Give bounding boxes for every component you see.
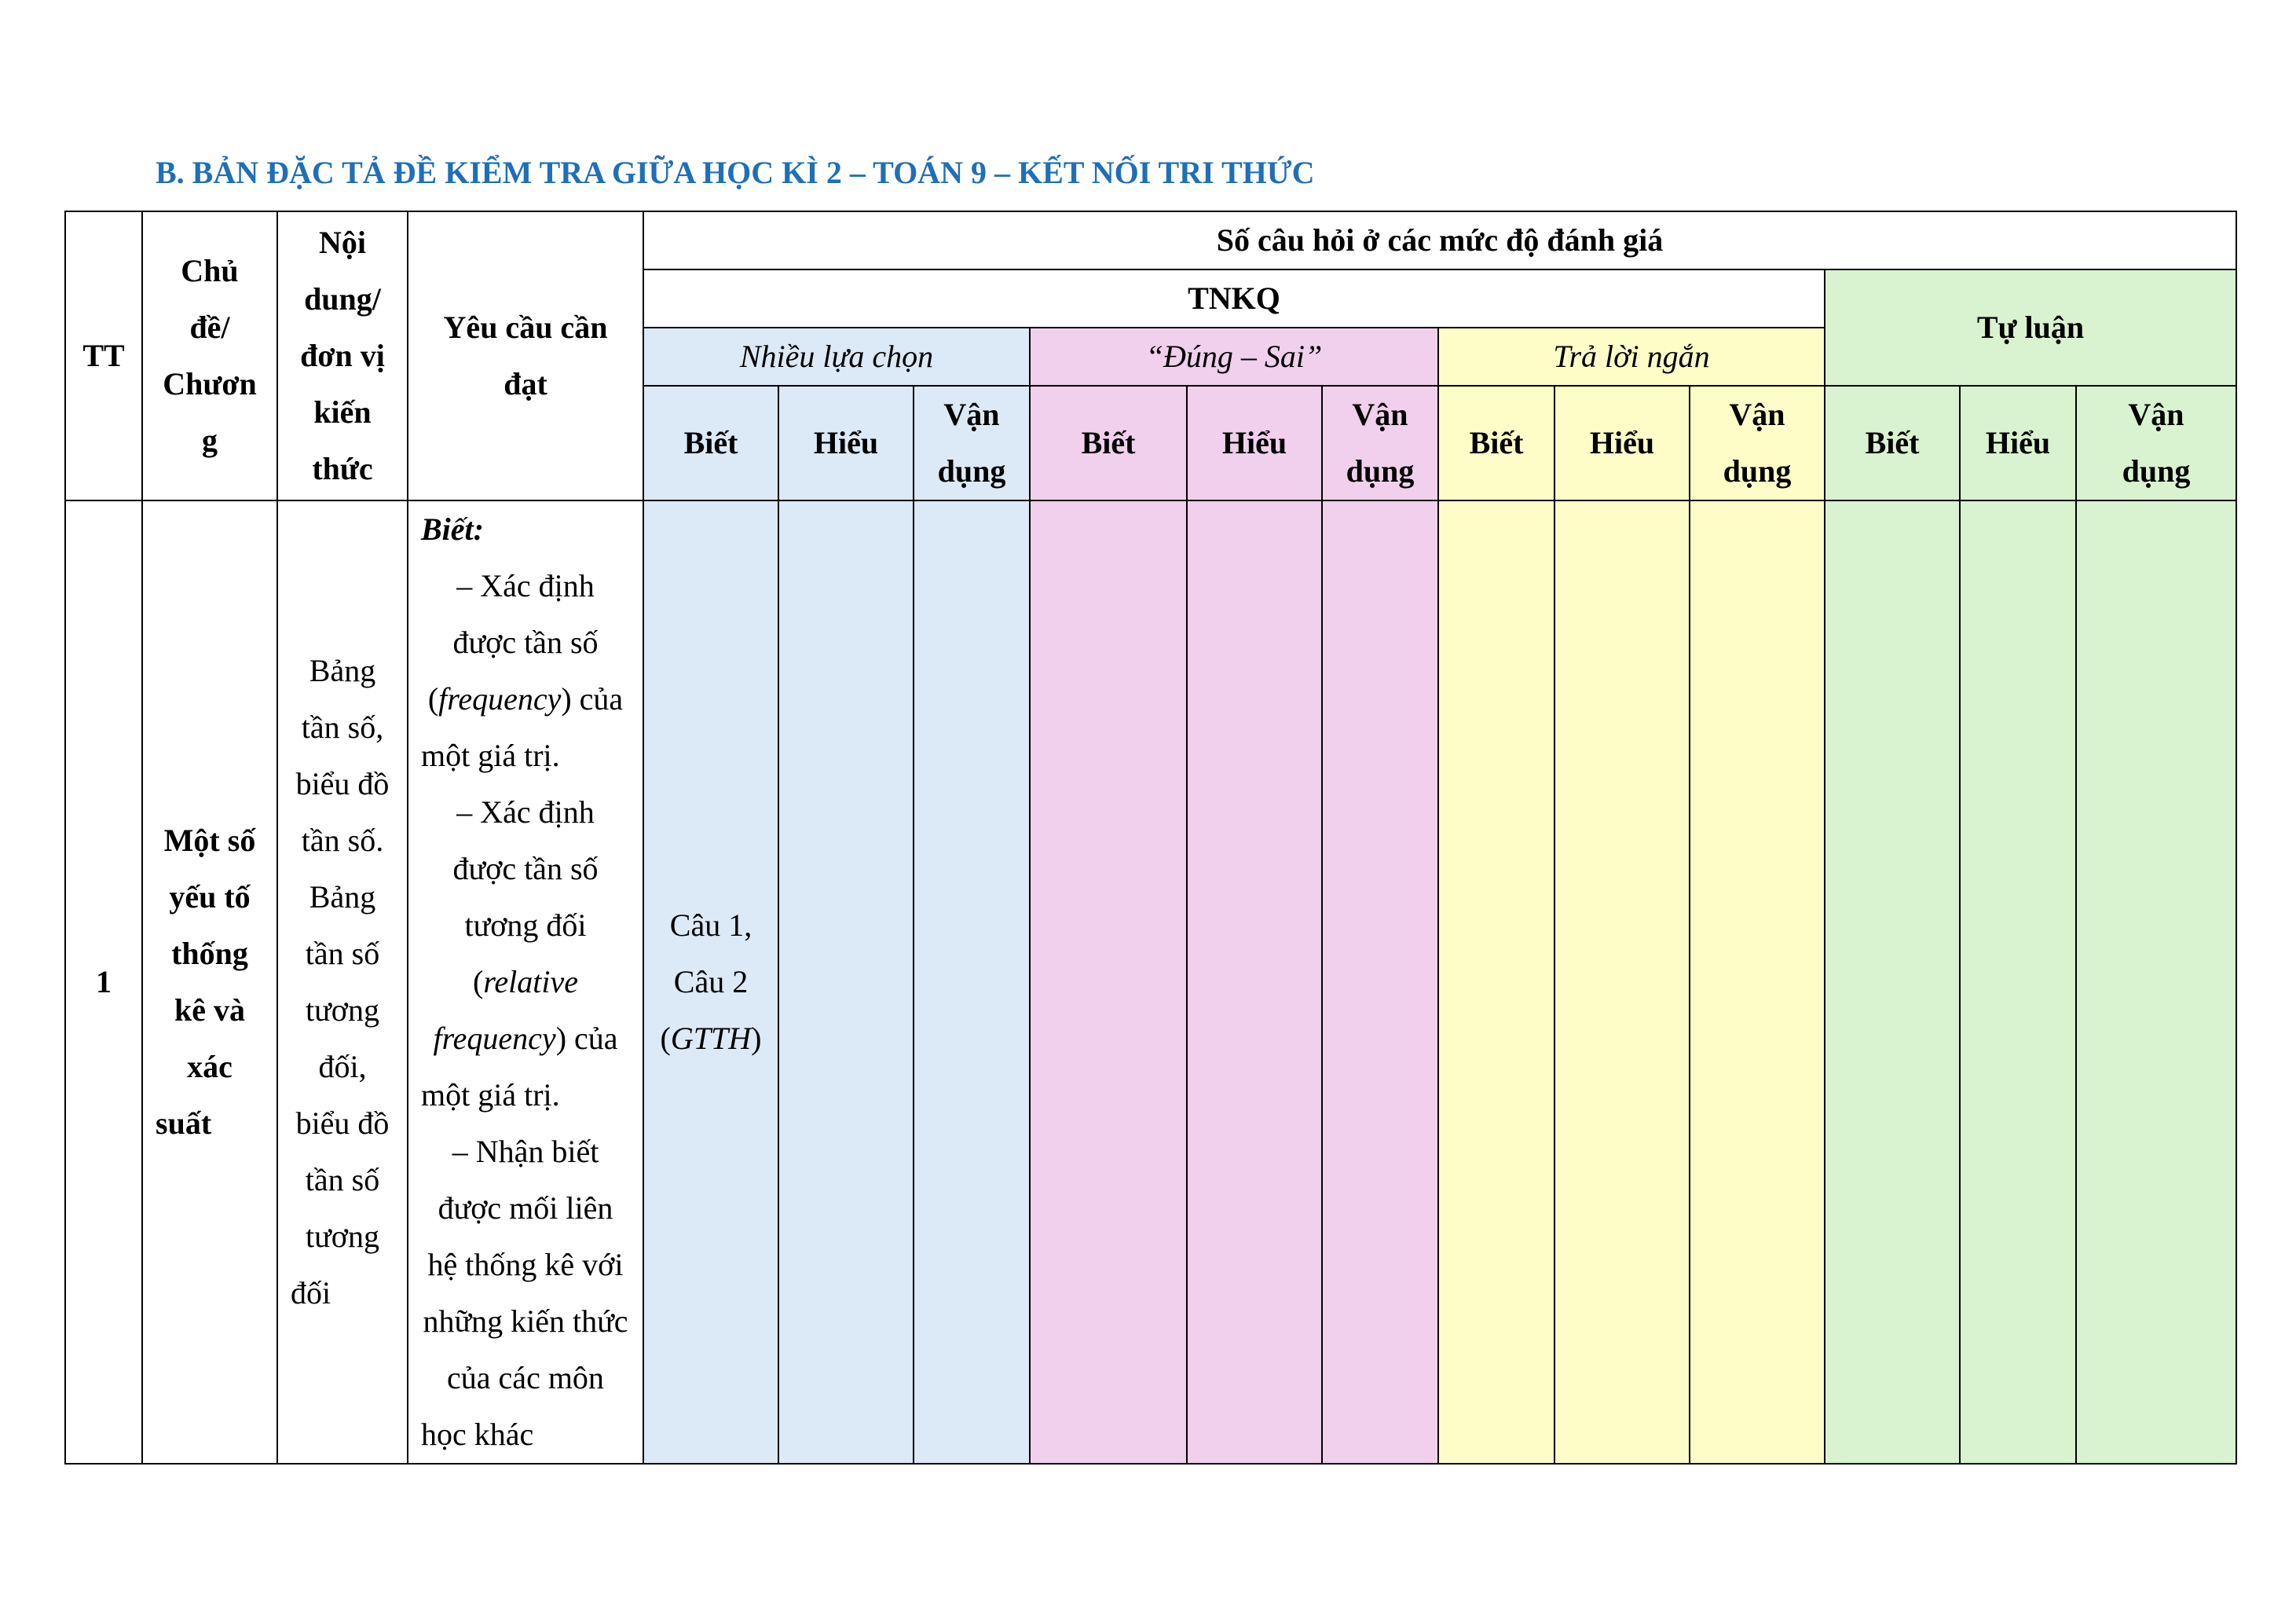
header-essay-know: Biết [1825, 386, 1960, 500]
header-multiple-choice: Nhiều lựa chọn [643, 328, 1030, 386]
specification-table [64, 211, 2237, 1465]
row-mc-understand [778, 500, 914, 1464]
row-sa-apply [1690, 500, 1825, 1464]
header-mc-know: Biết [643, 386, 778, 500]
header-essay-apply: Vận dụng [2076, 386, 2236, 500]
header-mc-understand: Hiểu [778, 386, 914, 500]
row-tt: 1 [65, 500, 142, 1464]
header-true-false: “Đúng – Sai” [1030, 328, 1438, 386]
row-requirement: Biết: – Xác định được tần số (frequency) của một giá trị. – Xác định được tần số tương đối (relative frequency) của một giá trị. – Nhận biết được mối liên hệ thống kê với những kiến thức của các môn học khác [408, 500, 643, 1464]
row-sa-understand [1554, 500, 1690, 1464]
row-tf-understand [1187, 500, 1322, 1464]
row-content: Bảng tần số, biểu đồ tần số. Bảng tần số tương đối, biểu đồ tần số tương đối [277, 500, 408, 1464]
header-tnkq: TNKQ [643, 269, 1825, 328]
header-sa-know: Biết [1438, 386, 1554, 500]
header-chapter: Chủ đề/ Chươn g [142, 211, 277, 500]
header-tf-know: Biết [1030, 386, 1187, 500]
header-requirement: Yêu cầu cần đạt [408, 211, 643, 500]
header-sa-apply: Vận dụng [1690, 386, 1825, 500]
header-essay-understand: Hiểu [1960, 386, 2076, 500]
header-levels-title: Số câu hỏi ở các mức độ đánh giá [643, 211, 2236, 269]
row-chapter: Một số yếu tố thống kê và xác suất [142, 500, 277, 1464]
header-tf-understand: Hiểu [1187, 386, 1322, 500]
header-essay: Tự luận [1825, 269, 2236, 386]
header-tt: TT [65, 211, 142, 500]
requirement-heading: Biết: [421, 511, 484, 547]
row-tf-know [1030, 500, 1187, 1464]
row-essay-apply [2076, 500, 2236, 1464]
header-mc-apply: Vận dụng [914, 386, 1030, 500]
row-sa-know [1438, 500, 1554, 1464]
document-title: B. BẢN ĐẶC TẢ ĐỀ KIỂM TRA GIỮA HỌC KÌ 2 – TOÁN 9 – KẾT NỐI TRI THỨC [156, 155, 1315, 190]
row-essay-know [1825, 500, 1960, 1464]
row-essay-understand [1960, 500, 2076, 1464]
header-sa-understand: Hiểu [1554, 386, 1690, 500]
header-tf-apply: Vận dụng [1322, 386, 1438, 500]
row-mc-know: Câu 1, Câu 2 (GTTH) [643, 500, 778, 1464]
header-short-answer: Trả lời ngắn [1438, 328, 1825, 386]
row-tf-apply [1322, 500, 1438, 1464]
row-mc-apply [914, 500, 1030, 1464]
header-content: Nội dung/ đơn vị kiến thức [277, 211, 408, 500]
table-row [65, 500, 2236, 1464]
